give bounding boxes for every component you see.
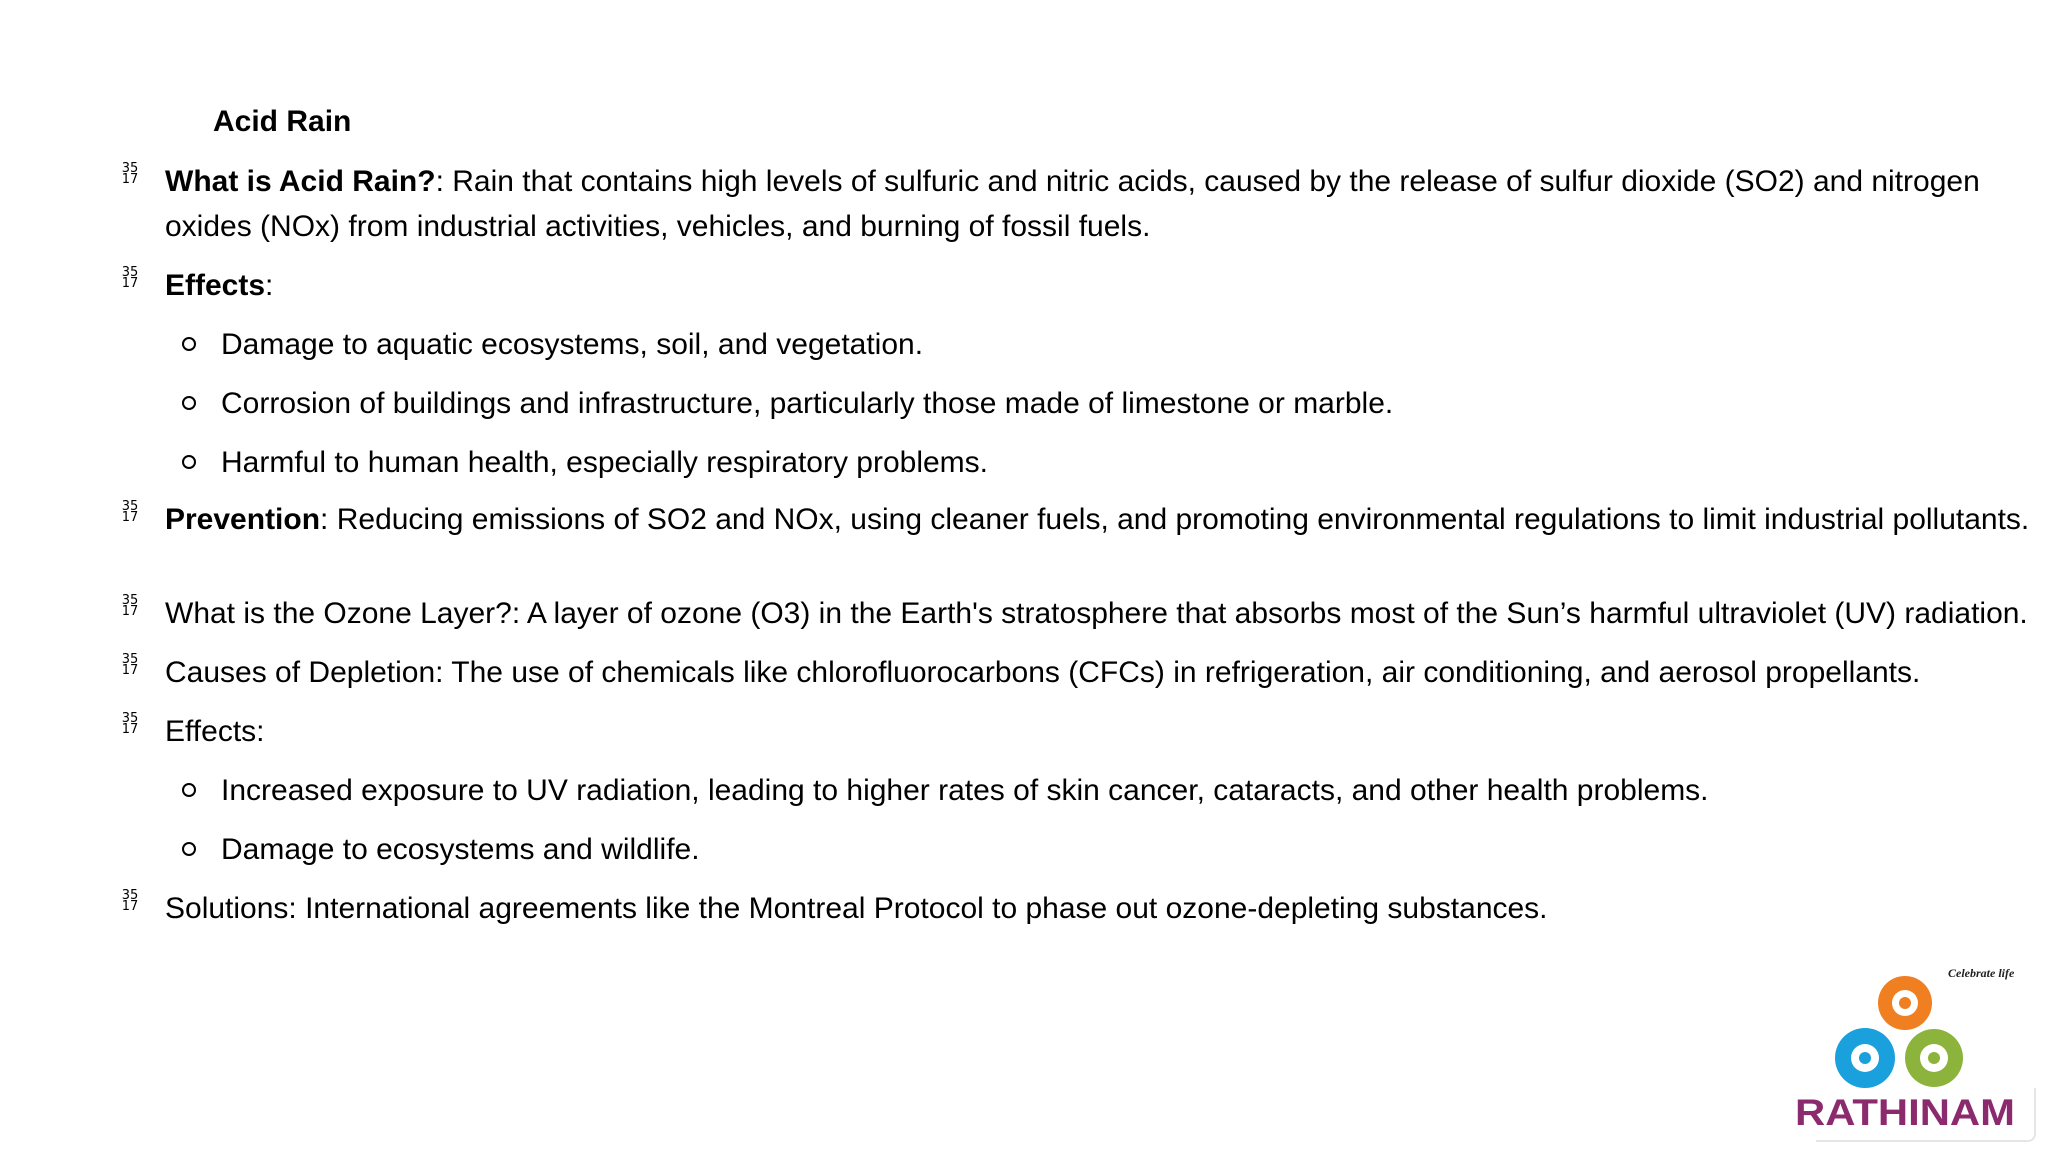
bullet-label: What is Acid Rain?	[165, 165, 436, 198]
logo-brand-text: RATHINAM	[1795, 1092, 2015, 1133]
bullet-label: Prevention	[165, 503, 321, 536]
circle-bullet-icon	[182, 455, 196, 469]
bullet-text: Causes of Depletion: The use of chemicals like chlorofluorocarbons (CFCs) in refrigeration, air conditioning, and aerosol propellants.	[165, 656, 1921, 689]
sub-bullet-text: Harmful to human health, especially respiratory problems.	[221, 446, 989, 479]
bullet-marker: 35 17	[121, 652, 139, 678]
sub-bullet-text: Damage to aquatic ecosystems, soil, and vegetation.	[221, 328, 924, 361]
bullet-text: Solutions: International agreements like the Montreal Protocol to phase out ozone-depleting substances.	[165, 892, 1548, 925]
bullet-text: : Reducing emissions of SO2 and NOx, using cleaner fuels, and promoting environmental regulations to limit industrial pollutants.	[320, 503, 2030, 536]
slide-title: Acid Rain	[213, 105, 352, 138]
bullet-marker: 35 17	[121, 888, 139, 914]
sub-bullet-text: Increased exposure to UV radiation, leading to higher rates of skin cancer, cataracts, and other health problems.	[221, 774, 1709, 807]
circle-bullet-icon	[182, 337, 196, 351]
circle-bullet-icon	[182, 396, 196, 410]
sub-bullet-text: Corrosion of buildings and infrastructure, particularly those made of limestone or marble.	[221, 387, 1394, 420]
bullet-marker: 35 17	[121, 711, 139, 737]
bullet-label: Effects	[165, 269, 266, 302]
bullet-text: What is the Ozone Layer?: A layer of ozone (O3) in the Earth's stratosphere that absorbs most of the Sun’s harmful ultraviolet (UV) radiation.	[165, 597, 2028, 630]
bullet-marker: 35 17	[121, 161, 139, 187]
sub-bullet-text: Damage to ecosystems and wildlife.	[221, 833, 700, 866]
bullet-marker: 35 17	[121, 499, 139, 525]
bullet-marker: 35 17	[121, 593, 139, 619]
logo-tagline: Celebrate life	[1948, 966, 2015, 980]
rathinam-logo	[1788, 962, 2028, 1142]
circle-bullet-icon	[182, 842, 196, 856]
bullet-text: : Rain that contains high levels of sulfuric and nitric acids, caused by the release of sulfur dioxide (SO2) and nitrogen oxides (NOx) from industrial activities, vehicles, and burning of fossil fuels.	[165, 165, 1980, 243]
bullet-marker: 35 17	[121, 265, 139, 291]
circle-bullet-icon	[182, 783, 196, 797]
bullet-text: Effects:	[165, 715, 265, 748]
bullet-text: :	[265, 269, 274, 302]
